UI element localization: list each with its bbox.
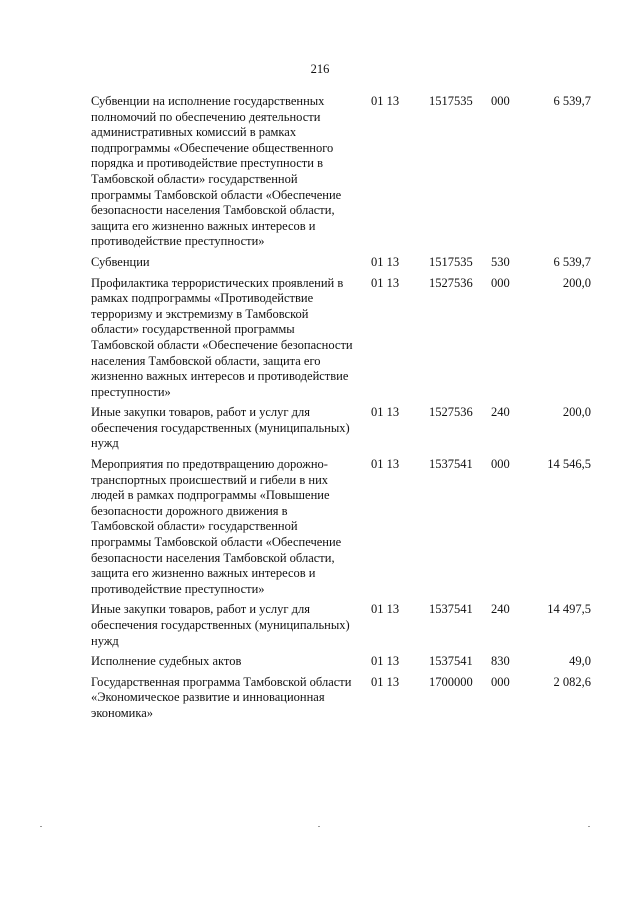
table-row <box>91 457 601 597</box>
row-expense-type: 000 <box>491 457 510 472</box>
scan-marks <box>0 826 640 830</box>
row-expense-type: 000 <box>491 674 510 689</box>
table-row <box>91 94 601 250</box>
scan-mark <box>318 826 320 827</box>
row-section-code: 01 13 <box>371 405 400 420</box>
table-row <box>91 675 601 722</box>
row-target-article: 1527536 <box>429 275 473 290</box>
row-target-article: 1527536 <box>429 405 473 420</box>
row-description: Профилактика террористических проявлений в рамках подпрограммы «Противодействие терроризму и экстремизму в Тамбовской области» государственной программы Тамбовской области «Обеспечение безопасности населения Тамбовской области, защита его жизненно важных интересов и противодействие преступности» <box>91 275 353 399</box>
row-expense-type: 000 <box>491 275 510 290</box>
row-amount: 49,0 <box>569 654 591 669</box>
table-row <box>91 276 601 401</box>
row-description: Исполнение судебных актов <box>91 654 242 669</box>
row-amount: 14 546,5 <box>547 457 591 472</box>
row-description: Государственная программа Тамбовской области «Экономическое развитие и инновационная экономика» <box>91 674 352 720</box>
row-description: Субвенции <box>91 254 150 269</box>
page-number: 216 <box>310 62 330 76</box>
row-amount: 14 497,5 <box>547 602 591 617</box>
row-section-code: 01 13 <box>371 457 400 472</box>
row-target-article: 1537541 <box>429 602 473 617</box>
table-row <box>91 255 601 271</box>
row-description: Иные закупки товаров, работ и услуг для обеспечения государственных (муниципальных) нужд <box>91 405 350 451</box>
row-section-code: 01 13 <box>371 94 400 108</box>
row-description: Субвенции на исполнение государственных полномочий по обеспечению деятельности административных комиссий в рамках подпрограммы «Обеспечение общественного порядка и противодействие преступности в Тамбовской области» государственной программы Тамбовской области «Обеспечение безопасности населения Тамбовской области, защита его жизненно важных интересов и противодействие преступности» <box>91 94 342 249</box>
row-expense-type: 530 <box>491 254 510 269</box>
row-expense-type: 240 <box>491 602 510 617</box>
row-target-article: 1700000 <box>429 674 473 689</box>
row-amount: 200,0 <box>562 405 591 420</box>
row-section-code: 01 13 <box>371 654 400 669</box>
row-description: Мероприятия по предотвращению дорожно-транспортных происшествий и гибели в них людей в рамках подпрограммы «Повышение безопасности дорожного движения в Тамбовской области» государственной программы Тамбовской области «Обеспечение безопасности населения Тамбовской области, защита его жизненно важных интересов и противодействие преступности» <box>91 457 342 596</box>
row-expense-type: 000 <box>491 94 510 108</box>
row-amount: 6 539,7 <box>553 254 591 269</box>
row-expense-type: 240 <box>491 405 510 420</box>
scan-mark <box>40 826 42 827</box>
row-section-code: 01 13 <box>371 674 400 689</box>
row-target-article: 1517535 <box>429 94 473 108</box>
table-row <box>91 654 601 670</box>
scan-mark <box>588 826 590 827</box>
row-target-article: 1537541 <box>429 457 473 472</box>
row-section-code: 01 13 <box>371 602 400 617</box>
table-row <box>91 405 601 452</box>
row-target-article: 1537541 <box>429 654 473 669</box>
row-section-code: 01 13 <box>371 275 400 290</box>
row-amount: 200,0 <box>562 275 591 290</box>
row-target-article: 1517535 <box>429 254 473 269</box>
row-section-code: 01 13 <box>371 254 400 269</box>
budget-table <box>91 94 601 727</box>
row-expense-type: 830 <box>491 654 510 669</box>
row-amount: 2 082,6 <box>553 674 591 689</box>
row-description: Иные закупки товаров, работ и услуг для обеспечения государственных (муниципальных) нужд <box>91 602 350 648</box>
row-amount: 6 539,7 <box>553 94 591 108</box>
table-row <box>91 602 601 649</box>
